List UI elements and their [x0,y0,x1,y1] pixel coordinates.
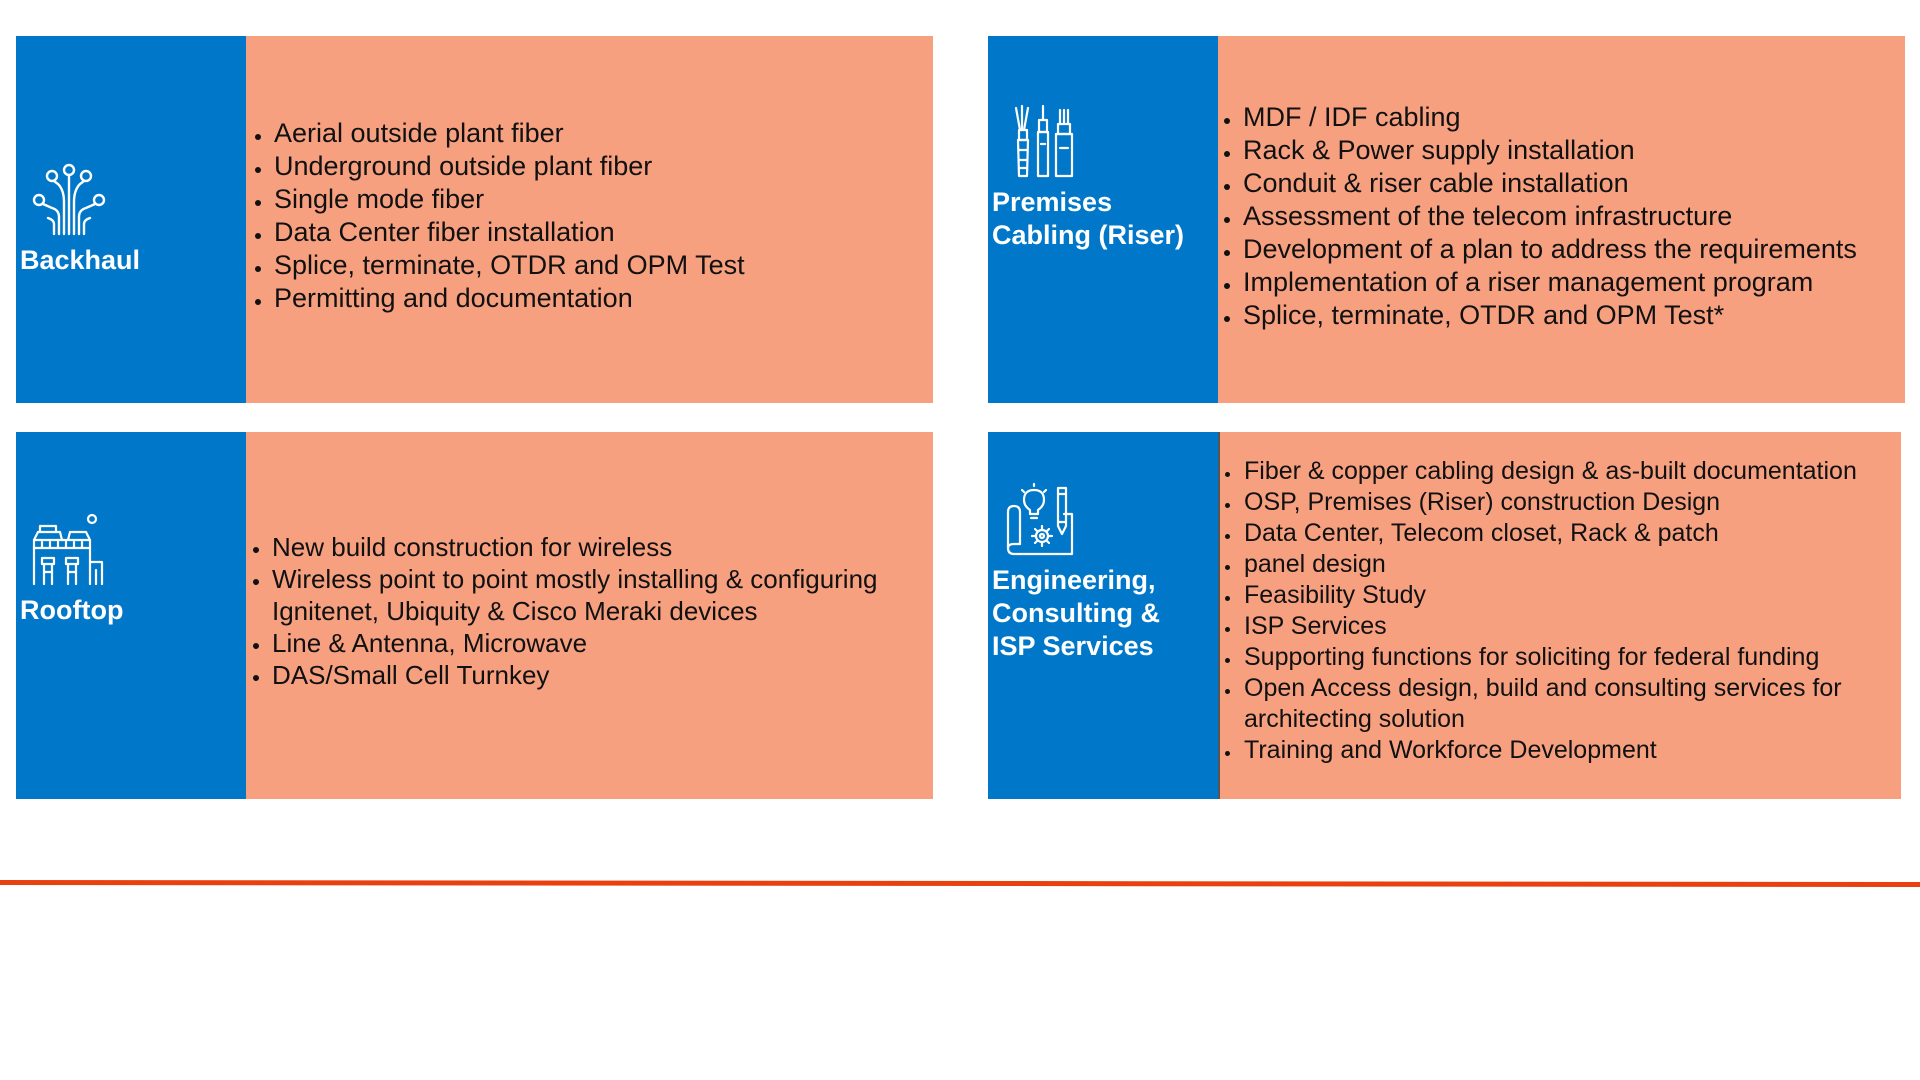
service-title-line: Rooftop [20,595,124,625]
service-title-line: Consulting & [992,598,1160,628]
service-label-panel [988,36,1218,403]
list-item: panel design [1244,549,1894,580]
rooftop-building-icon [30,512,108,590]
engineering-blueprint-icon [1002,482,1080,560]
service-item-list [1220,456,1894,766]
list-item: Development of a plan to address the requirements [1243,234,1857,264]
service-details-panel [1218,432,1901,799]
divider-rule [0,880,1920,887]
service-title [20,594,246,627]
list-item: Data Center fiber installation [274,216,745,249]
list-item: ISP Services [1244,611,1894,642]
service-title-line: Backhaul [20,245,141,275]
list-item: Assessment of the telecom infrastructure [1243,200,1857,233]
list-item: Supporting functions for soliciting for federal funding [1244,642,1894,673]
service-label-panel [16,36,246,403]
service-item-list [248,531,912,691]
service-card-backhaul [16,36,933,403]
list-item: Wireless point to point mostly installing & configuring Ignitenet, Ubiquity & Cisco Meraki devices [272,563,912,627]
list-item: Single mode fiber [274,183,745,216]
list-item: Open Access design, build and consulting services for architecting solution [1244,673,1894,735]
service-title-line: Premises [992,187,1113,217]
list-item: Rack & Power supply installation [1243,134,1857,167]
list-item: DAS/Small Cell Turnkey [272,659,912,691]
list-item: Underground outside plant fiber [274,150,745,183]
service-card-rooftop [16,432,933,799]
list-item: MDF / IDF cabling [1243,101,1857,134]
list-item: Data Center, Telecom closet, Rack & patch [1244,518,1894,549]
list-item: Line & Antenna, Microwave [272,627,912,659]
list-item: Training and Workforce Development [1244,735,1894,766]
service-title-line: Cabling (Riser) [992,220,1185,250]
service-details-panel [246,432,933,799]
list-item: OSP, Premises (Riser) construction Design [1244,487,1894,518]
service-item-list [250,117,745,315]
service-title-line: Engineering, [992,565,1156,595]
list-item: Fiber & copper cabling design & as-built documentation [1244,456,1894,487]
list-item: Conduit & riser cable installation [1243,167,1857,200]
service-title [20,244,246,277]
list-item: New build construction for wireless [272,531,912,563]
list-item: Splice, terminate, OTDR and OPM Test [274,250,745,280]
cable-connectors-icon [1008,104,1086,182]
service-label-panel [988,432,1218,799]
service-details-panel [1218,36,1905,403]
fiber-network-icon [30,162,108,240]
service-title-line: ISP Services [992,631,1154,661]
service-title [992,564,1218,663]
list-item: Splice, terminate, OTDR and OPM Test* [1243,299,1857,332]
list-item: Feasibility Study [1244,580,1894,611]
service-card-engineering [988,432,1901,799]
list-item: Permitting and documentation [274,282,745,315]
service-title [992,186,1218,252]
service-item-list [1219,101,1857,332]
list-item: Implementation of a riser management program [1243,266,1857,299]
service-label-panel [16,432,246,799]
list-item: Aerial outside plant fiber [274,117,745,150]
service-details-panel [246,36,933,403]
service-card-riser [988,36,1905,403]
